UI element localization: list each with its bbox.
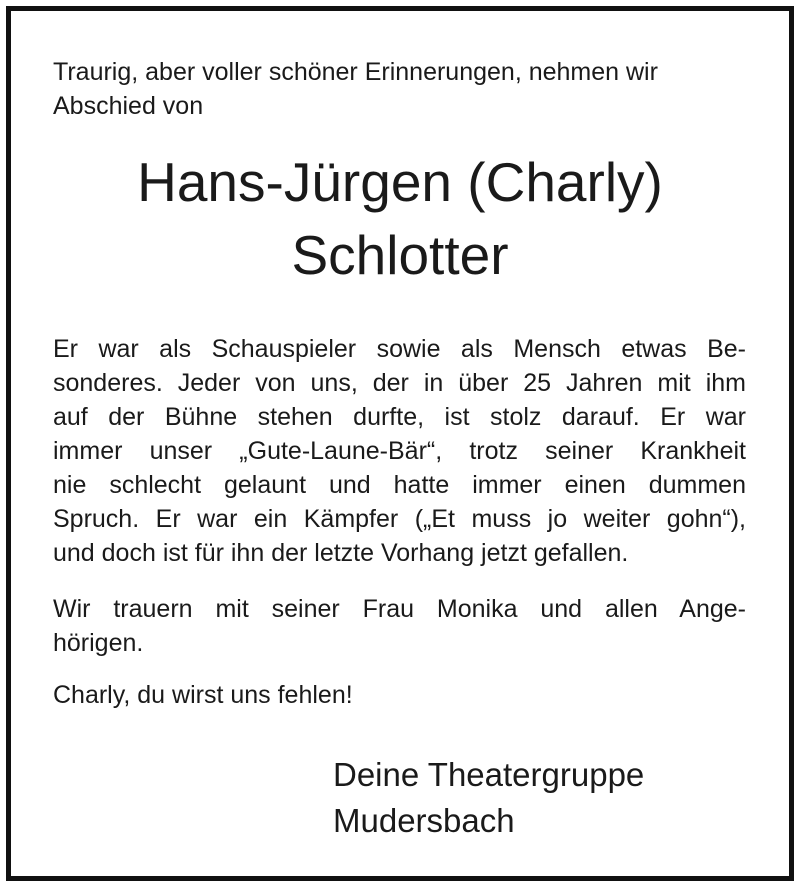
- paragraph-line: immer unser „Gute-Laune-Bär“, trotz seiner Krankheit: [53, 437, 746, 465]
- paragraph-line: und doch ist für ihn der letzte Vorhang jetzt gefallen.: [53, 539, 629, 567]
- condolence-paragraph: [53, 592, 746, 660]
- intro-text: [53, 55, 753, 123]
- name-line-first: Hans-Jürgen (Charly): [137, 151, 663, 213]
- intro-line: Abschied von: [53, 92, 204, 120]
- signature: [333, 752, 644, 844]
- name-line-last: Schlotter: [291, 224, 509, 286]
- paragraph-line: Er war als Schauspieler sowie als Mensch etwas Be-: [53, 335, 746, 363]
- intro-line: Traurig, aber voller schöner Erinnerungen, nehmen wir: [53, 58, 658, 86]
- paragraph-line: hörigen.: [53, 629, 144, 657]
- deceased-name: [0, 146, 800, 292]
- signature-line: Deine Theatergruppe: [333, 756, 645, 793]
- paragraph-line: auf der Bühne stehen durfte, ist stolz darauf. Er war: [53, 403, 746, 431]
- paragraph-line: nie schlecht gelaunt und hatte immer einen dummen: [53, 471, 746, 499]
- paragraph-line: Charly, du wirst uns fehlen!: [53, 681, 353, 709]
- farewell-paragraph: [53, 678, 746, 712]
- paragraph-line: sonderes. Jeder von uns, der in über 25 Jahren mit ihm: [53, 369, 746, 397]
- paragraph-line: Wir trauern mit seiner Frau Monika und allen Ange-: [53, 595, 746, 623]
- paragraph-line: Spruch. Er war ein Kämpfer („Et muss jo weiter gohn“),: [53, 505, 746, 533]
- signature-line: Mudersbach: [333, 802, 515, 839]
- tribute-paragraph: [53, 332, 746, 570]
